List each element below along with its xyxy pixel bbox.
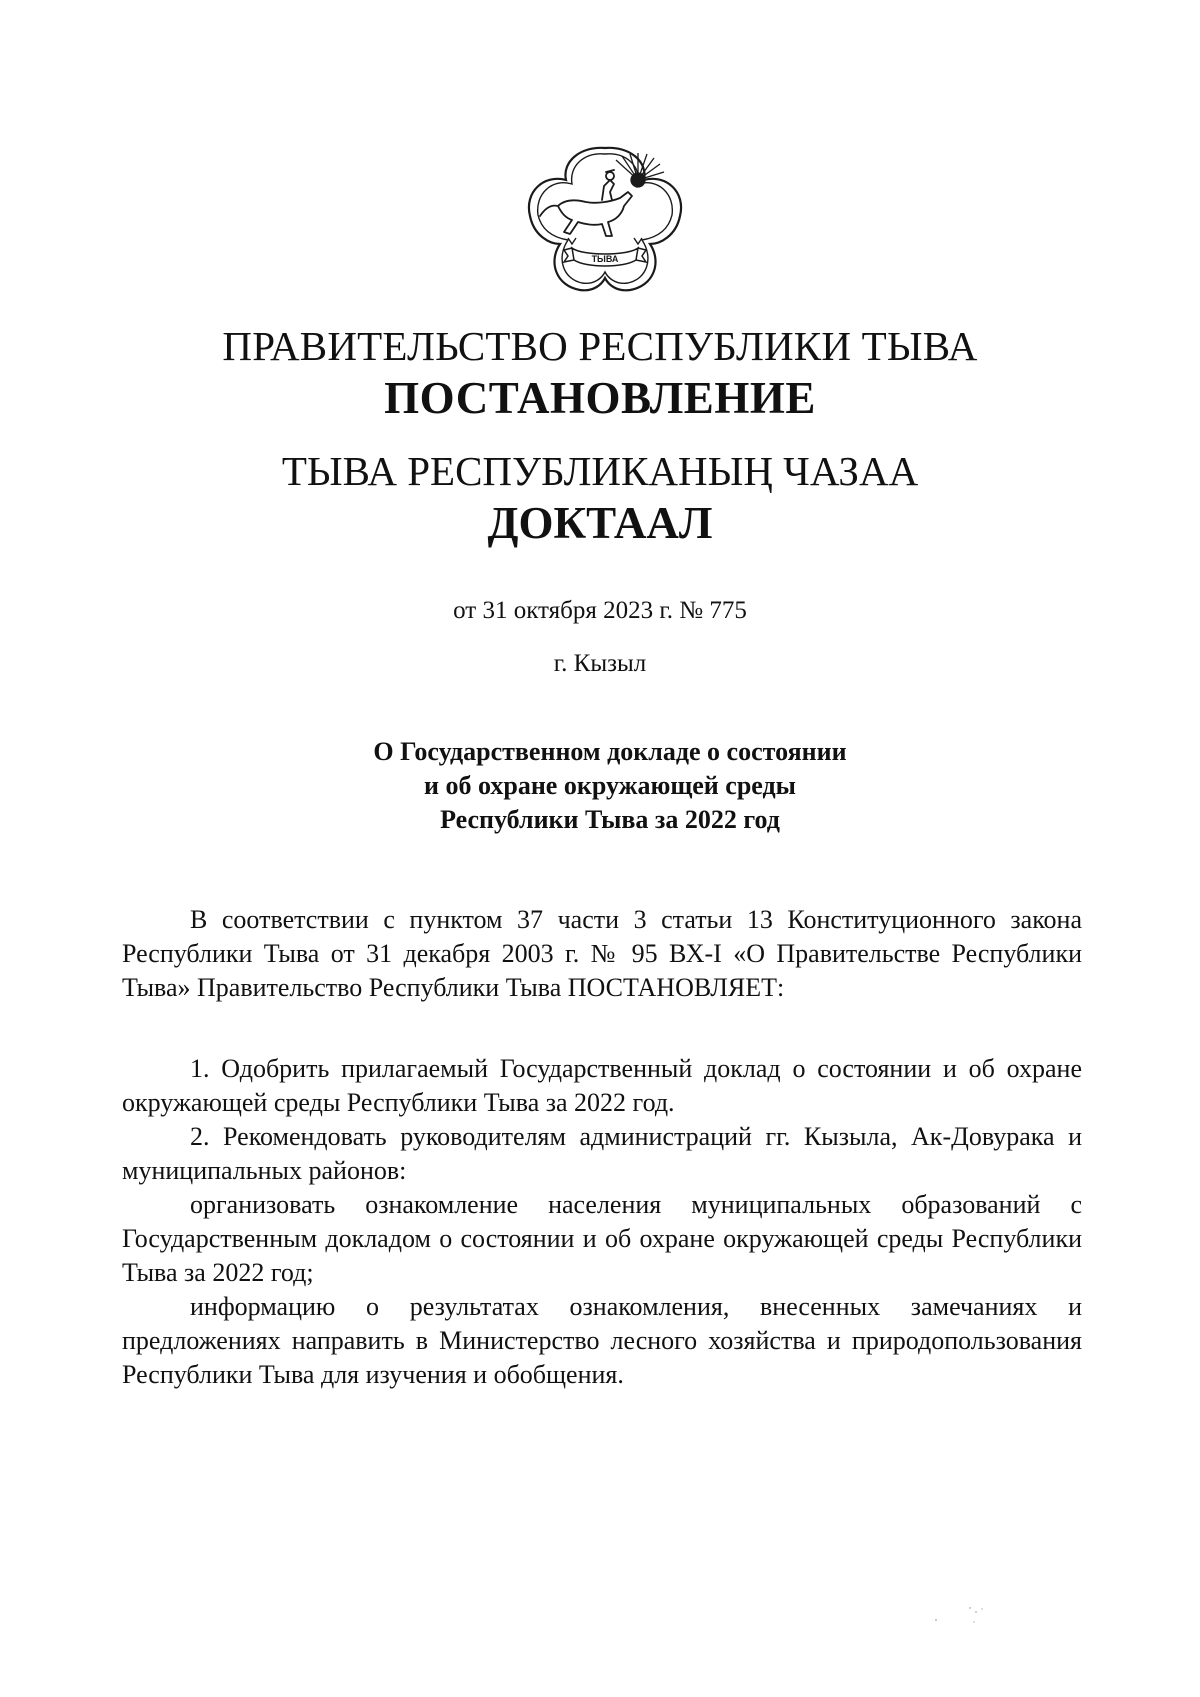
- decree-date-number: от 31 октября 2023 г. № 775: [453, 597, 747, 624]
- emblem-ribbon-text: ТЫВА: [591, 254, 619, 264]
- decree-item: информацию о результатах ознакомления, внесенных замечаниях и предложениях направить в Министерство лесного хозяйства и природопользования Республики Тыва для изучения и обобщения.: [122, 1292, 1082, 1389]
- subject-line: и об охране окружающей среды: [424, 771, 796, 800]
- subject-line: О Государственном докладе о состоянии: [373, 737, 847, 766]
- government-title-ru: ПРАВИТЕЛЬСТВО РЕСПУБЛИКИ ТЫВА: [222, 323, 978, 369]
- decree-subject: [300, 735, 920, 837]
- decree-city: г. Кызыл: [553, 650, 647, 677]
- subject-line: Республики Тыва за 2022 год: [440, 805, 780, 834]
- tuva-emblem-icon: [520, 140, 690, 300]
- government-title-tyv: ТЫВА РЕСПУБЛИКАНЫҢ ЧАЗАА: [281, 448, 919, 494]
- decree-items: [122, 1052, 1082, 1392]
- decree-title-ru: ПОСТАНОВЛЕНИЕ: [384, 373, 816, 423]
- scan-specks: [930, 1600, 1010, 1630]
- decree-title-tyv: ДОКТААЛ: [487, 498, 713, 548]
- preamble-paragraph: В соответствии с пунктом 37 части 3 статьи 13 Конституционного закона Республики Тыва от 31 декабря 2003 г. № 95 ВХ-I «О Правительстве Республики Тыва» Правительство Республики Тыва ПОСТАНОВЛЯЕТ:: [122, 905, 1082, 1002]
- preamble: [122, 903, 1082, 1005]
- decree-item: 2. Рекомендовать руководителям администраций гг. Кызыла, Ак-Довурака и муниципальных районов:: [122, 1122, 1082, 1185]
- decree-item: 1. Одобрить прилагаемый Государственный доклад о состоянии и об охране окружающей среды Республики Тыва за 2022 год.: [122, 1054, 1082, 1117]
- decree-item: организовать ознакомление населения муниципальных образований с Государственным докладом о состоянии и об охране окружающей среды Республики Тыва за 2022 год;: [122, 1190, 1082, 1287]
